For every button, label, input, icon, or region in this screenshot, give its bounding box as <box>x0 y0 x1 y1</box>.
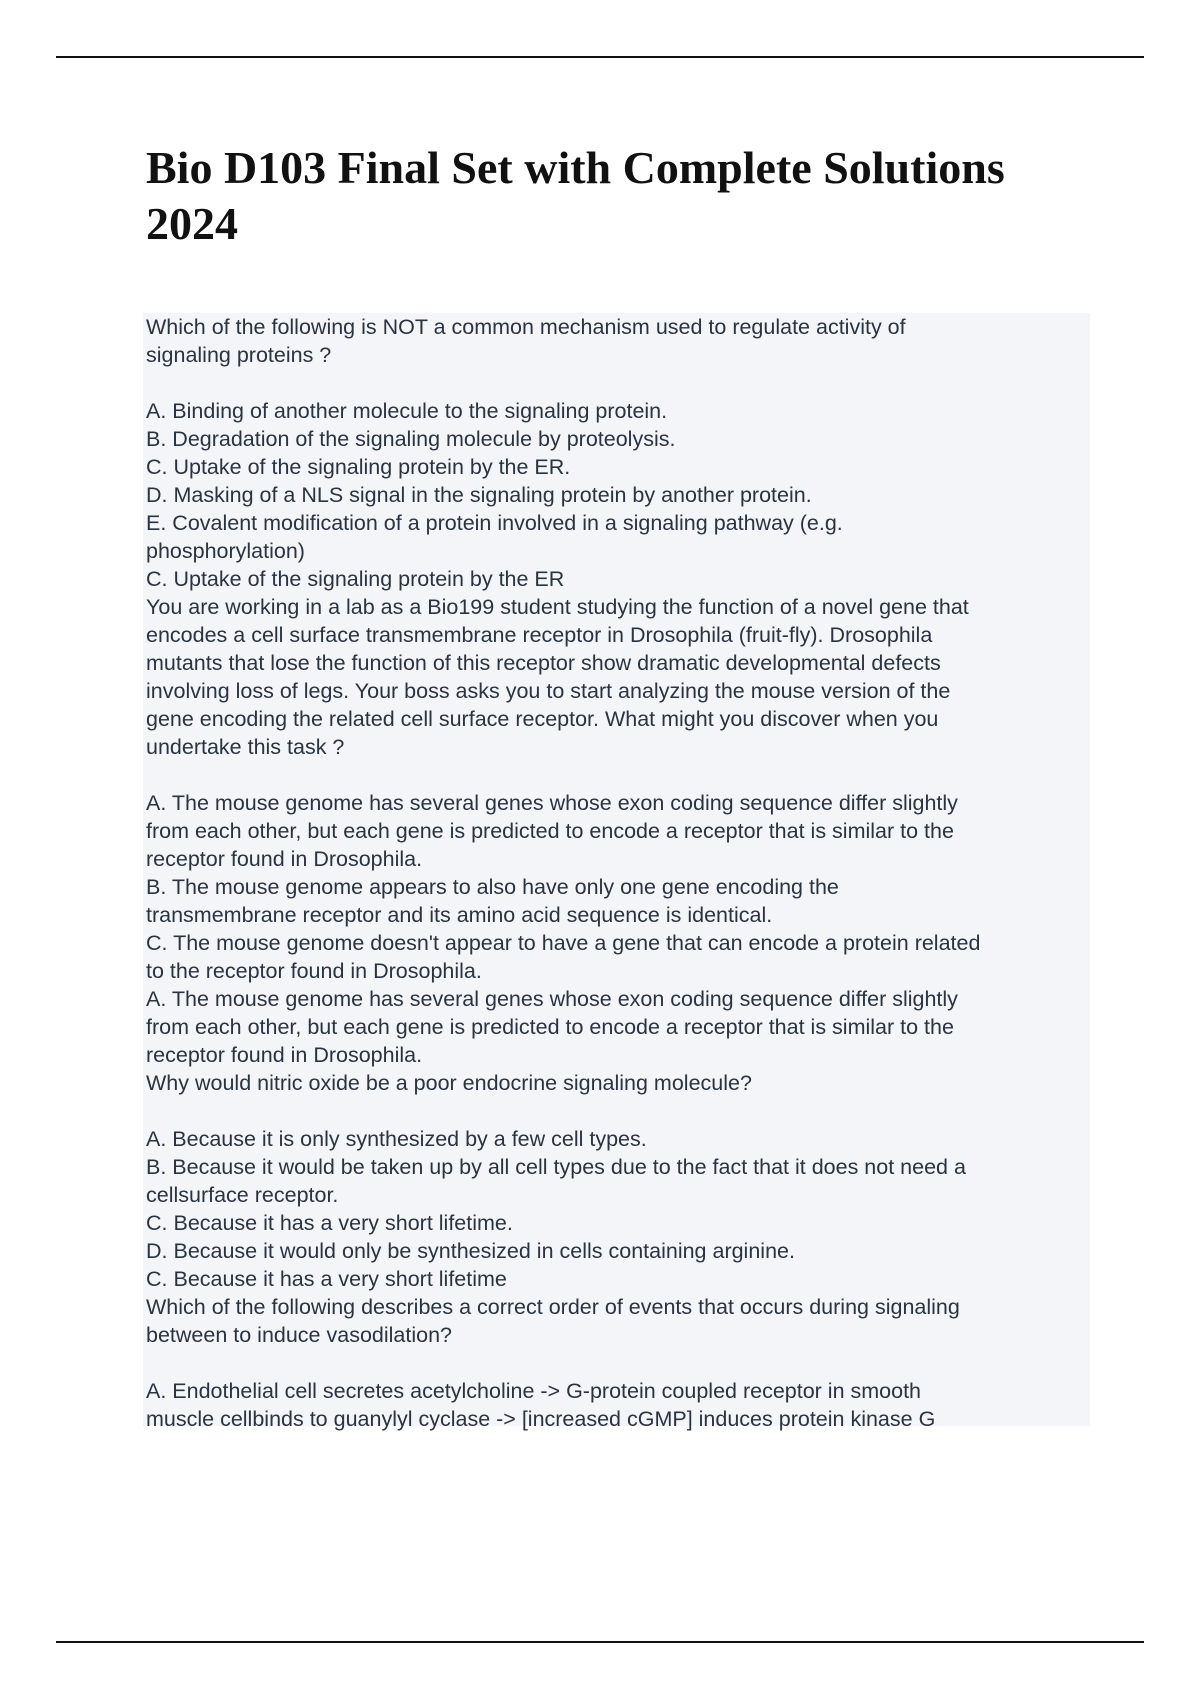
option-line: E. Covalent modification of a protein involved in a signaling pathway (e.g. <box>146 511 843 535</box>
question-answer-block <box>143 313 1090 1431</box>
bottom-rule <box>56 1641 1144 1643</box>
top-rule <box>56 56 1144 58</box>
question-2-line: undertake this task ? <box>146 735 345 759</box>
question-2-line: mutants that lose the function of this receptor show dramatic developmental defects <box>146 651 941 675</box>
option-line: D. Masking of a NLS signal in the signaling protein by another protein. <box>146 483 812 507</box>
blank-line <box>146 1349 1090 1377</box>
answer-line: C. Because it has a very short lifetime <box>146 1267 507 1291</box>
question-4-line: Which of the following describes a correct order of events that occurs during signaling <box>146 1295 960 1319</box>
question-1-line: signaling proteins ? <box>146 343 332 367</box>
option-line: phosphorylation) <box>146 539 305 563</box>
answer-line: receptor found in Drosophila. <box>146 1043 423 1067</box>
option-line: B. Degradation of the signaling molecule by proteolysis. <box>146 427 676 451</box>
option-line: B. The mouse genome appears to also have only one gene encoding the <box>146 875 839 899</box>
option-line: muscle cellbinds to guanylyl cyclase -> [increased cGMP] induces protein kinase G <box>146 1407 936 1431</box>
option-line: cellsurface receptor. <box>146 1183 339 1207</box>
blank-line <box>146 761 1090 789</box>
question-2-line: encodes a cell surface transmembrane receptor in Drosophila (fruit-fly). Drosophila <box>146 623 933 647</box>
answer-line: A. The mouse genome has several genes whose exon coding sequence differ slightly <box>146 987 958 1011</box>
option-line: D. Because it would only be synthesized in cells containing arginine. <box>146 1239 795 1263</box>
question-2-line: You are working in a lab as a Bio199 student studying the function of a novel gene that <box>146 595 969 619</box>
title-line-2: 2024 <box>146 198 238 249</box>
option-line: A. Endothelial cell secretes acetylcholine -> G-protein coupled receptor in smooth <box>146 1379 922 1403</box>
option-line: transmembrane receptor and its amino acid sequence is identical. <box>146 903 773 927</box>
answer-line: C. Uptake of the signaling protein by the ER <box>146 567 565 591</box>
question-3-line: Why would nitric oxide be a poor endocrine signaling molecule? <box>146 1071 752 1095</box>
option-line: C. Uptake of the signaling protein by the ER. <box>146 455 571 479</box>
title-line-1: Bio D103 Final Set with Complete Solutions <box>146 142 1005 193</box>
question-2-line: involving loss of legs. Your boss asks you to start analyzing the mouse version of the <box>146 679 951 703</box>
option-line: A. The mouse genome has several genes whose exon coding sequence differ slightly <box>146 791 958 815</box>
option-line: to the receptor found in Drosophila. <box>146 959 482 983</box>
question-4-line: between to induce vasodilation? <box>146 1323 452 1347</box>
option-line: A. Binding of another molecule to the signaling protein. <box>146 399 668 423</box>
blank-line <box>146 1097 1090 1125</box>
answer-line: from each other, but each gene is predicted to encode a receptor that is similar to the <box>146 1015 954 1039</box>
option-line: from each other, but each gene is predicted to encode a receptor that is similar to the <box>146 819 954 843</box>
option-line: A. Because it is only synthesized by a few cell types. <box>146 1127 647 1151</box>
option-line: C. The mouse genome doesn't appear to have a gene that can encode a protein related <box>146 931 981 955</box>
option-line: receptor found in Drosophila. <box>146 847 423 871</box>
question-2-line: gene encoding the related cell surface receptor. What might you discover when you <box>146 707 939 731</box>
blank-line <box>146 369 1090 397</box>
option-line: C. Because it has a very short lifetime. <box>146 1211 513 1235</box>
option-line: B. Because it would be taken up by all cell types due to the fact that it does not need a <box>146 1155 966 1179</box>
question-1-line: Which of the following is NOT a common mechanism used to regulate activity of <box>146 315 906 339</box>
page-title <box>146 140 1096 252</box>
